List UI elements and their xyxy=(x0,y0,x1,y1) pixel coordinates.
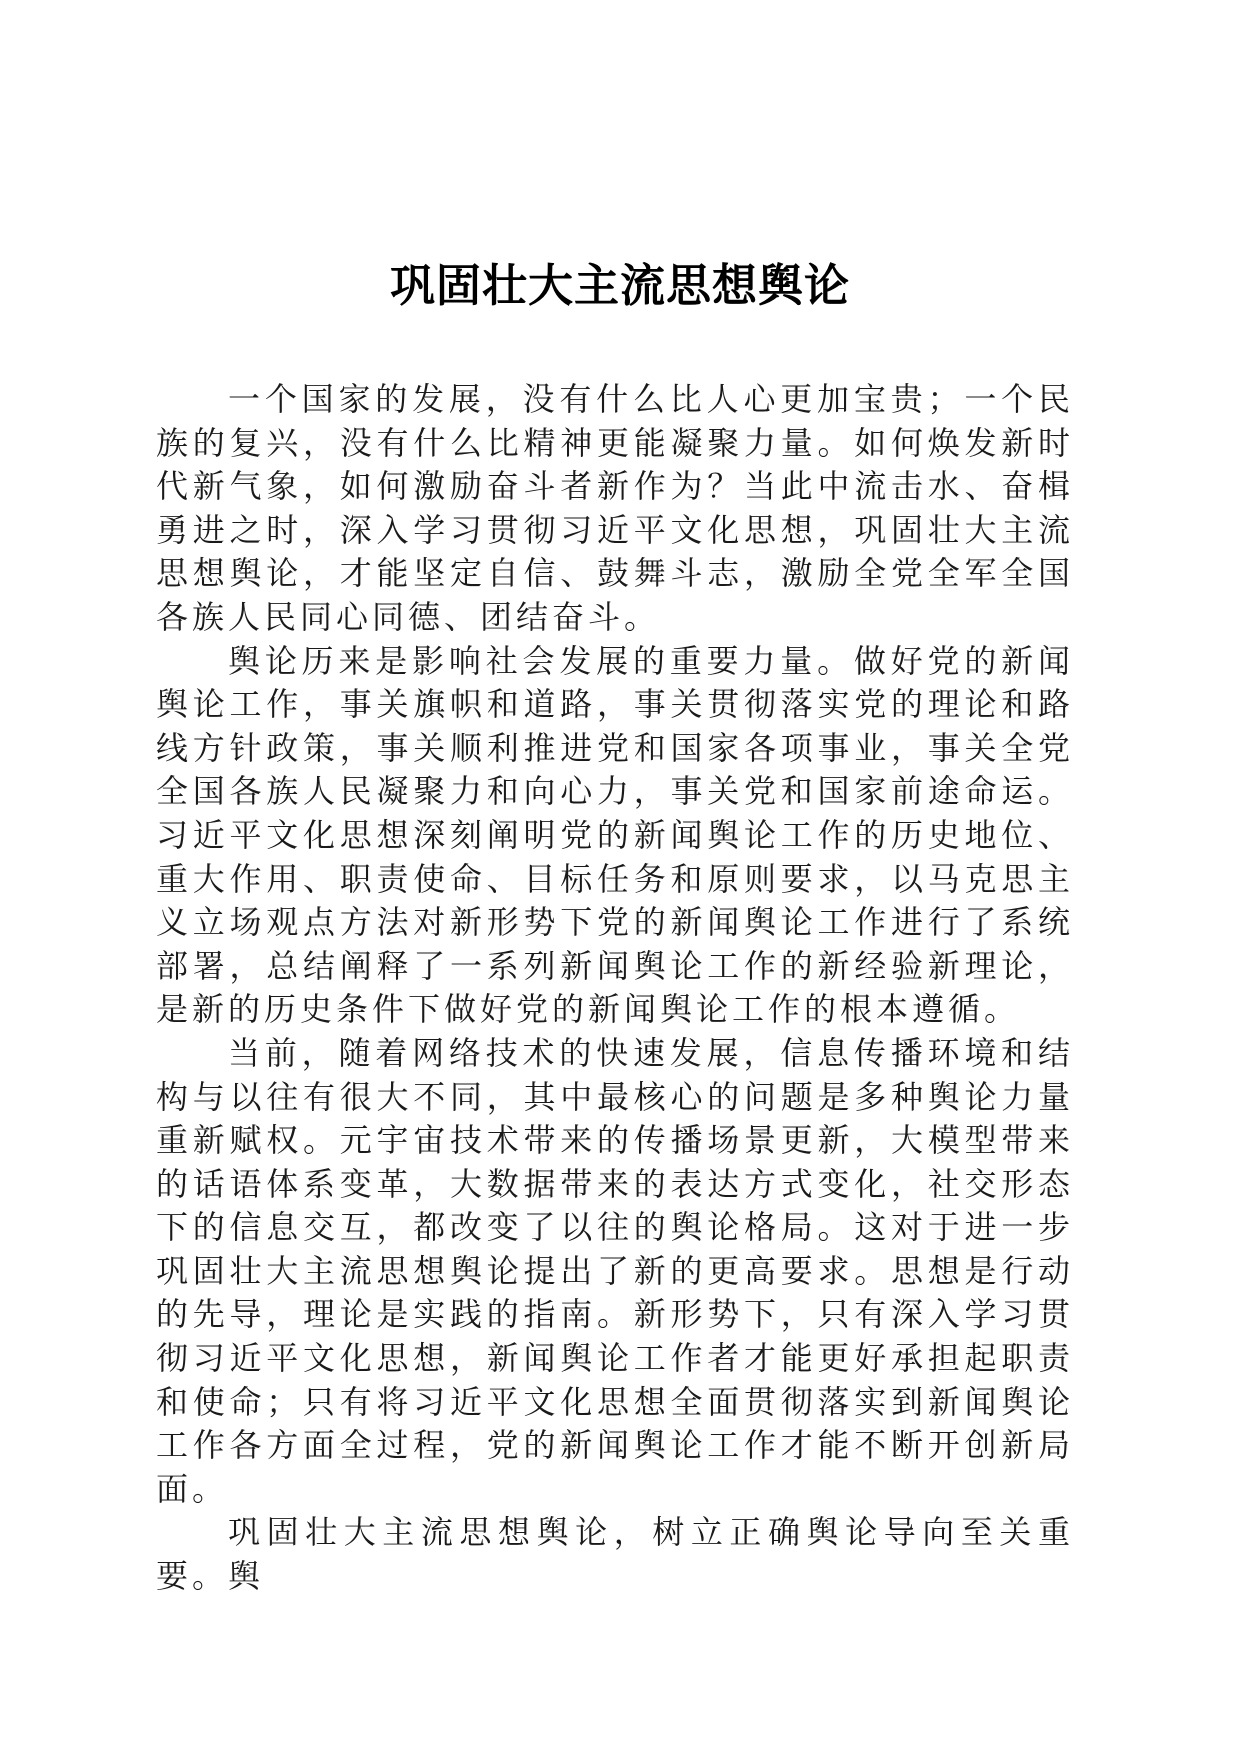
paragraph-2: 舆论历来是影响社会发展的重要力量。做好党的新闻舆论工作，事关旗帜和道路，事关贯彻落实党的理论和路线方针政策，事关顺利推进党和国家各项事业，事关全党全国各族人民凝聚力和向心力，事关党和国家前途命运。习近平文化思想深刻阐明党的新闻舆论工作的历史地位、重大作用、职责使命、目标任务和原则要求，以马克思主义立场观点方法对新形势下党的新闻舆论工作进行了系统部署，总结阐释了一系列新闻舆论工作的新经验新理论，是新的历史条件下做好党的新闻舆论工作的根本遵循。 xyxy=(156,641,1074,1029)
paragraph-3: 当前，随着网络技术的快速发展，信息传播环境和结构与以往有很大不同，其中最核心的问题是多种舆论力量重新赋权。元宇宙技术带来的传播场景更新，大模型带来的话语体系变革，大数据带来的表达方式变化，社交形态下的信息交互，都改变了以往的舆论格局。这对于进一步巩固壮大主流思想舆论提出了新的更高要求。思想是行动的先导，理论是实践的指南。新形势下，只有深入学习贯彻习近平文化思想，新闻舆论工作者才能更好承担起职责和使命；只有将习近平文化思想全面贯彻落实到新闻舆论工作各方面全过程，党的新闻舆论工作才能不断开创新局面。 xyxy=(156,1033,1074,1508)
paragraph-4: 巩固壮大主流思想舆论，树立正确舆论导向至关重要。舆 xyxy=(156,1513,1074,1596)
document-body xyxy=(156,378,1074,1599)
document-title: 巩固壮大主流思想舆论 xyxy=(389,259,850,312)
paragraph-1: 一个国家的发展，没有什么比人心更加宝贵；一个民族的复兴，没有什么比精神更能凝聚力量。如何焕发新时代新气象，如何激励奋斗者新作为？当此中流击水、奋楫勇进之时，深入学习贯彻习近平文化思想，巩固壮大主流思想舆论，才能坚定自信、鼓舞斗志，激励全党全军全国各族人民同心同德、团结奋斗。 xyxy=(156,380,1074,636)
